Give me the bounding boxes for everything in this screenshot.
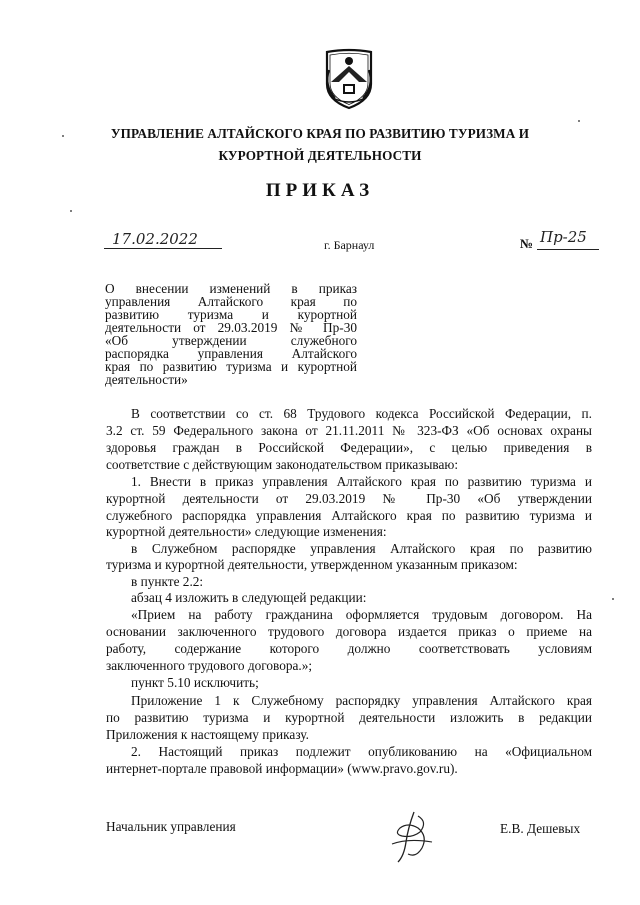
org-name-line-2: КУРОРТНОЙ ДЕЯТЕЛЬНОСТИ (218, 148, 422, 163)
body-line: основании заключенного трудового договора издается приказ о приеме на (106, 624, 592, 639)
body-line: в Служебном распорядке управления Алтайского края по развитию (131, 541, 592, 556)
date-handwritten: 17.02.2022 (112, 230, 198, 248)
subject-line: деятельности» (105, 372, 188, 387)
city: г. Барнаул (324, 238, 375, 252)
body-line: В соответствии со ст. 68 Трудового кодекса Российской Федерации, п. (131, 406, 592, 421)
body-line: 1. Внести в приказ управления Алтайского края по развитию туризма и (131, 474, 592, 489)
scan-speck (70, 210, 72, 212)
body-line: по развитию туризма и курортной деятельности изложить в редакции (106, 710, 592, 725)
body-line: интернет-портале правовой информации» (www.pravo.gov.ru). (106, 761, 458, 776)
number-label: № (520, 236, 534, 251)
body-line: курортной деятельности от 29.03.2019 № Пр-30 «Об утверждении (106, 491, 592, 506)
subject-line: управления Алтайского края по (105, 294, 357, 309)
body-line: в пункте 2.2: (131, 574, 204, 589)
body-line: курортной деятельности» следующие изменения: (106, 524, 387, 539)
body-line: здоровья граждан в Российской Федерации», с целью приведения в (106, 440, 592, 455)
subject-line: О внесении изменений в приказ (105, 281, 357, 296)
handwritten-signature-icon (388, 808, 436, 866)
number-underline (537, 249, 599, 250)
body-line: 3.2 ст. 59 Федерального закона от 21.11.2011 № 323-ФЗ «Об основах охраны (106, 423, 592, 438)
body-line: служебного распорядка управления Алтайского края по развитию туризма и (106, 508, 592, 523)
org-name-line-1: УПРАВЛЕНИЕ АЛТАЙСКОГО КРАЯ ПО РАЗВИТИЮ ТУРИЗМА И (110, 126, 530, 141)
date-underline (104, 248, 222, 249)
subject-line: края по развитию туризма и курортной (105, 359, 357, 374)
subject-line: «Об утверждении служебного (105, 333, 357, 348)
scan-speck (612, 598, 614, 600)
scan-speck (62, 135, 64, 137)
body-line: абзац 4 изложить в следующей редакции: (131, 590, 367, 605)
subject-line: деятельности от 29.03.2019 № Пр-30 (105, 320, 357, 335)
subject-line: развитию туризма и курортной (105, 307, 357, 322)
signatory-position: Начальник управления (106, 819, 236, 834)
body-line: заключенного трудового договора.»; (106, 658, 313, 673)
body-line: Приложение 1 к Служебному распорядку управления Алтайского края (131, 693, 592, 708)
scan-speck (578, 120, 580, 122)
signatory-name: Е.В. Дешевых (500, 821, 581, 836)
document-title: ПРИКАЗ (265, 180, 375, 201)
body-line: работу, содержание которого должно соответствовать условиям (106, 641, 592, 656)
coat-of-arms-icon (321, 48, 377, 110)
body-line: соответствие с действующим законодательством приказываю: (106, 457, 459, 472)
body-line: 2. Настоящий приказ подлежит опубликованию на «Официальном (131, 744, 592, 759)
body-line: Приложения к настоящему приказу. (106, 727, 309, 742)
number-handwritten: Пр-25 (540, 228, 587, 246)
body-line: пункт 5.10 исключить; (131, 675, 259, 690)
body-line: «Прием на работу гражданина оформляется трудовым договором. На (131, 607, 592, 622)
body-line: туризма и курортной деятельности, утвержденном указанным приказом: (106, 557, 518, 572)
subject-line: распорядка управления Алтайского (105, 346, 357, 361)
